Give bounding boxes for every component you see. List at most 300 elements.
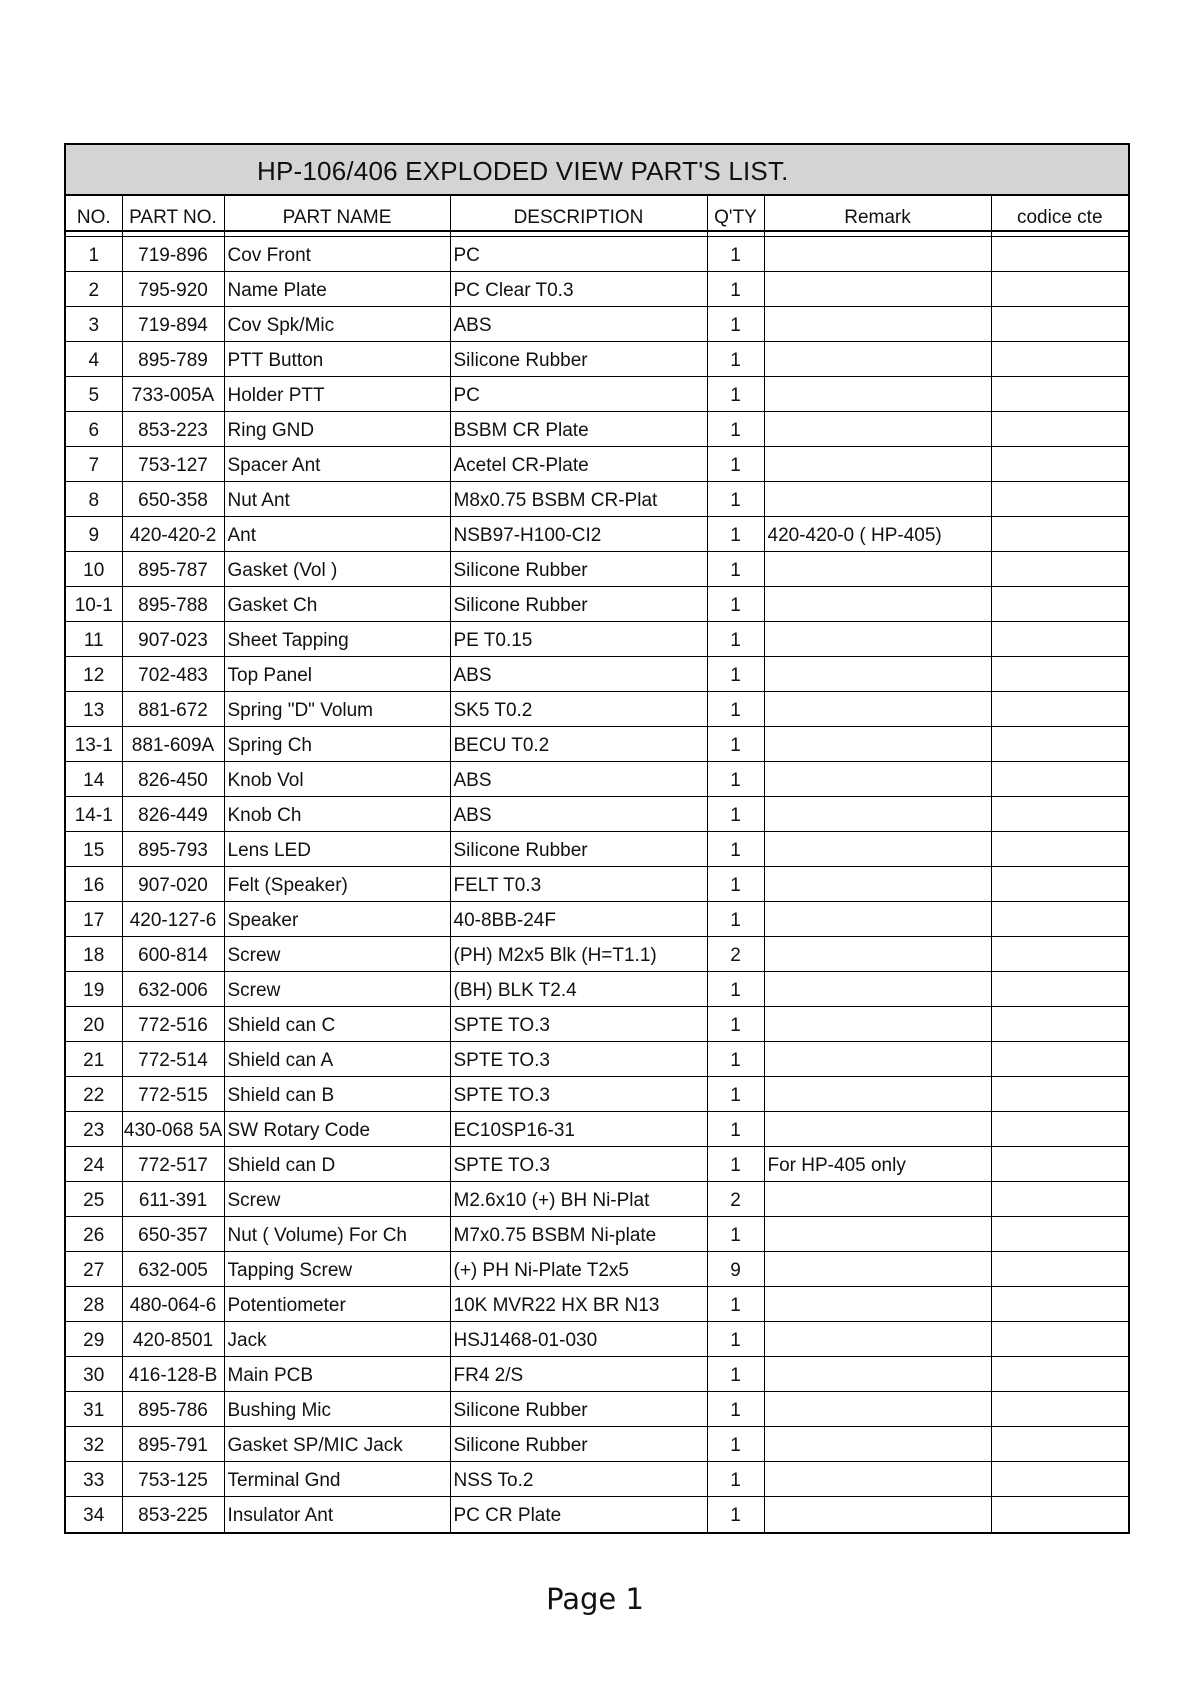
- cell-part-no: 416-128-B: [122, 1357, 224, 1392]
- cell-description: Silicone Rubber: [450, 1392, 707, 1427]
- cell-no: 34: [66, 1497, 122, 1532]
- cell-part-no: 826-449: [122, 797, 224, 832]
- table-row: [66, 307, 1128, 342]
- cell-part-name: Main PCB: [224, 1357, 450, 1392]
- cell-part-no: 719-896: [122, 237, 224, 272]
- cell-part-name: Shield can B: [224, 1077, 450, 1112]
- cell-part-name: Name Plate: [224, 272, 450, 307]
- cell-part-name: Jack: [224, 1322, 450, 1357]
- cell-part-name: Nut Ant: [224, 482, 450, 517]
- cell-part-name: Nut ( Volume) For Ch: [224, 1217, 450, 1252]
- cell-part-name: Screw: [224, 1182, 450, 1217]
- cell-part-name: Potentiometer: [224, 1287, 450, 1322]
- cell-no: 2: [66, 272, 122, 307]
- cell-description: Silicone Rubber: [450, 587, 707, 622]
- cell-qty: 1: [707, 622, 764, 657]
- cell-remark: [764, 1112, 991, 1147]
- cell-codice: [991, 1462, 1128, 1497]
- table-row: [66, 1287, 1128, 1322]
- cell-description: SPTE TO.3: [450, 1077, 707, 1112]
- cell-description: SPTE TO.3: [450, 1007, 707, 1042]
- cell-no: 6: [66, 412, 122, 447]
- header-codice: codice cte: [991, 196, 1128, 231]
- parts-table: [66, 196, 1128, 1532]
- cell-codice: [991, 587, 1128, 622]
- cell-codice: [991, 657, 1128, 692]
- table-row: [66, 1042, 1128, 1077]
- cell-part-no: 480-064-6: [122, 1287, 224, 1322]
- cell-part-name: Knob Vol: [224, 762, 450, 797]
- cell-qty: 1: [707, 237, 764, 272]
- cell-no: 32: [66, 1427, 122, 1462]
- table-row: [66, 552, 1128, 587]
- cell-codice: [991, 1007, 1128, 1042]
- cell-remark: [764, 867, 991, 902]
- cell-no: 14-1: [66, 797, 122, 832]
- cell-part-no: 772-514: [122, 1042, 224, 1077]
- cell-qty: 1: [707, 342, 764, 377]
- cell-remark: [764, 237, 991, 272]
- cell-description: FR4 2/S: [450, 1357, 707, 1392]
- cell-qty: 2: [707, 1182, 764, 1217]
- cell-qty: 1: [707, 832, 764, 867]
- cell-part-no: 753-125: [122, 1462, 224, 1497]
- table-row: [66, 972, 1128, 1007]
- cell-part-name: Spring "D" Volum: [224, 692, 450, 727]
- cell-remark: [764, 1217, 991, 1252]
- cell-description: SPTE TO.3: [450, 1042, 707, 1077]
- table-row: [66, 762, 1128, 797]
- cell-qty: 1: [707, 447, 764, 482]
- cell-codice: [991, 1287, 1128, 1322]
- cell-part-no: 881-672: [122, 692, 224, 727]
- cell-description: NSS To.2: [450, 1462, 707, 1497]
- cell-qty: 1: [707, 762, 764, 797]
- cell-codice: [991, 447, 1128, 482]
- cell-part-name: Insulator Ant: [224, 1497, 450, 1532]
- cell-remark: [764, 622, 991, 657]
- cell-part-no: 611-391: [122, 1182, 224, 1217]
- cell-part-name: Tapping Screw: [224, 1252, 450, 1287]
- cell-description: 10K MVR22 HX BR N13: [450, 1287, 707, 1322]
- cell-no: 13: [66, 692, 122, 727]
- cell-qty: 1: [707, 797, 764, 832]
- cell-part-no: 772-517: [122, 1147, 224, 1182]
- cell-part-no: 420-420-2: [122, 517, 224, 552]
- cell-qty: 1: [707, 1147, 764, 1182]
- cell-no: 4: [66, 342, 122, 377]
- cell-description: (+) PH Ni-Plate T2x5: [450, 1252, 707, 1287]
- cell-qty: 1: [707, 657, 764, 692]
- cell-remark: [764, 1322, 991, 1357]
- cell-part-name: Gasket Ch: [224, 587, 450, 622]
- cell-codice: [991, 1357, 1128, 1392]
- header-qty: Q'TY: [707, 196, 764, 231]
- cell-no: 18: [66, 937, 122, 972]
- cell-part-no: 702-483: [122, 657, 224, 692]
- cell-remark: [764, 552, 991, 587]
- cell-codice: [991, 482, 1128, 517]
- cell-part-name: Shield can C: [224, 1007, 450, 1042]
- cell-description: PC CR Plate: [450, 1497, 707, 1532]
- cell-part-name: Gasket SP/MIC Jack: [224, 1427, 450, 1462]
- cell-part-name: Ant: [224, 517, 450, 552]
- cell-remark: [764, 902, 991, 937]
- cell-codice: [991, 412, 1128, 447]
- cell-no: 1: [66, 237, 122, 272]
- cell-qty: 1: [707, 412, 764, 447]
- cell-no: 33: [66, 1462, 122, 1497]
- cell-qty: 1: [707, 867, 764, 902]
- table-row: [66, 1392, 1128, 1427]
- table-row: [66, 622, 1128, 657]
- cell-description: M8x0.75 BSBM CR-Plat: [450, 482, 707, 517]
- table-row: [66, 832, 1128, 867]
- table-row: [66, 1007, 1128, 1042]
- cell-part-no: 895-793: [122, 832, 224, 867]
- cell-codice: [991, 1497, 1128, 1532]
- cell-part-name: Cov Spk/Mic: [224, 307, 450, 342]
- cell-codice: [991, 692, 1128, 727]
- cell-qty: 1: [707, 377, 764, 412]
- cell-no: 7: [66, 447, 122, 482]
- cell-no: 30: [66, 1357, 122, 1392]
- table-row: [66, 1427, 1128, 1462]
- cell-description: Silicone Rubber: [450, 832, 707, 867]
- cell-no: 20: [66, 1007, 122, 1042]
- table-row: [66, 902, 1128, 937]
- cell-part-name: Spring Ch: [224, 727, 450, 762]
- cell-part-no: 895-787: [122, 552, 224, 587]
- cell-description: PC: [450, 377, 707, 412]
- table-row: [66, 342, 1128, 377]
- cell-part-name: Spacer Ant: [224, 447, 450, 482]
- cell-description: BSBM CR Plate: [450, 412, 707, 447]
- table-row: [66, 1357, 1128, 1392]
- cell-codice: [991, 342, 1128, 377]
- cell-part-no: 895-788: [122, 587, 224, 622]
- header-remark: Remark: [764, 196, 991, 231]
- document-title: HP-106/406 EXPLODED VIEW PART'S LIST.: [257, 156, 789, 186]
- cell-codice: [991, 832, 1128, 867]
- cell-qty: 1: [707, 1077, 764, 1112]
- cell-description: M2.6x10 (+) BH Ni-Plat: [450, 1182, 707, 1217]
- table-row: [66, 1497, 1128, 1532]
- table-row: [66, 937, 1128, 972]
- cell-codice: [991, 307, 1128, 342]
- cell-codice: [991, 1217, 1128, 1252]
- cell-no: 14: [66, 762, 122, 797]
- cell-part-name: Cov Front: [224, 237, 450, 272]
- table-row: [66, 1112, 1128, 1147]
- cell-qty: 1: [707, 482, 764, 517]
- cell-part-name: Bushing Mic: [224, 1392, 450, 1427]
- cell-part-no: 650-357: [122, 1217, 224, 1252]
- cell-qty: 1: [707, 1357, 764, 1392]
- cell-codice: [991, 972, 1128, 1007]
- cell-remark: [764, 1357, 991, 1392]
- cell-part-no: 895-791: [122, 1427, 224, 1462]
- cell-part-name: Gasket (Vol ): [224, 552, 450, 587]
- cell-qty: 1: [707, 1462, 764, 1497]
- cell-codice: [991, 1182, 1128, 1217]
- cell-qty: 1: [707, 972, 764, 1007]
- cell-remark: [764, 972, 991, 1007]
- cell-codice: [991, 727, 1128, 762]
- table-row: [66, 692, 1128, 727]
- cell-codice: [991, 1077, 1128, 1112]
- cell-remark: [764, 587, 991, 622]
- cell-part-no: 632-006: [122, 972, 224, 1007]
- cell-remark: [764, 1007, 991, 1042]
- cell-remark: [764, 1182, 991, 1217]
- cell-no: 22: [66, 1077, 122, 1112]
- cell-qty: 1: [707, 1427, 764, 1462]
- cell-remark: [764, 657, 991, 692]
- cell-part-no: 853-225: [122, 1497, 224, 1532]
- cell-part-no: 826-450: [122, 762, 224, 797]
- cell-description: ABS: [450, 762, 707, 797]
- table-row: [66, 377, 1128, 412]
- cell-remark: [764, 272, 991, 307]
- cell-remark: [764, 797, 991, 832]
- table-row: [66, 587, 1128, 622]
- cell-remark: [764, 412, 991, 447]
- cell-part-no: 907-020: [122, 867, 224, 902]
- cell-description: Silicone Rubber: [450, 552, 707, 587]
- cell-part-no: 772-515: [122, 1077, 224, 1112]
- cell-codice: [991, 867, 1128, 902]
- table-row: [66, 1147, 1128, 1182]
- cell-part-no: 895-786: [122, 1392, 224, 1427]
- cell-description: (PH) M2x5 Blk (H=T1.1): [450, 937, 707, 972]
- cell-part-name: Knob Ch: [224, 797, 450, 832]
- cell-part-name: SW Rotary Code: [224, 1112, 450, 1147]
- cell-description: ABS: [450, 307, 707, 342]
- cell-no: 31: [66, 1392, 122, 1427]
- cell-codice: [991, 1322, 1128, 1357]
- header-part-no: PART NO.: [122, 196, 224, 231]
- cell-remark: [764, 1462, 991, 1497]
- cell-qty: 1: [707, 1322, 764, 1357]
- cell-remark: [764, 1252, 991, 1287]
- cell-qty: 1: [707, 517, 764, 552]
- cell-qty: 1: [707, 727, 764, 762]
- cell-part-name: Shield can D: [224, 1147, 450, 1182]
- cell-remark: [764, 1392, 991, 1427]
- cell-no: 21: [66, 1042, 122, 1077]
- cell-no: 24: [66, 1147, 122, 1182]
- cell-codice: [991, 937, 1128, 972]
- cell-no: 29: [66, 1322, 122, 1357]
- cell-part-name: Screw: [224, 937, 450, 972]
- cell-part-no: 795-920: [122, 272, 224, 307]
- cell-description: PC: [450, 237, 707, 272]
- cell-codice: [991, 902, 1128, 937]
- table-row: [66, 1252, 1128, 1287]
- cell-no: 13-1: [66, 727, 122, 762]
- cell-part-no: 907-023: [122, 622, 224, 657]
- cell-remark: [764, 342, 991, 377]
- cell-codice: [991, 622, 1128, 657]
- parts-list-sheet: [64, 143, 1130, 1534]
- cell-codice: [991, 1147, 1128, 1182]
- cell-qty: 1: [707, 1392, 764, 1427]
- cell-remark: [764, 307, 991, 342]
- cell-part-name: Shield can A: [224, 1042, 450, 1077]
- cell-part-no: 430-068 5A: [122, 1112, 224, 1147]
- cell-qty: 1: [707, 1497, 764, 1532]
- cell-part-name: Sheet Tapping: [224, 622, 450, 657]
- cell-description: ABS: [450, 657, 707, 692]
- title-bar: [66, 145, 1128, 196]
- cell-remark: [764, 1497, 991, 1532]
- cell-description: FELT T0.3: [450, 867, 707, 902]
- cell-no: 11: [66, 622, 122, 657]
- cell-remark: [764, 727, 991, 762]
- cell-codice: [991, 797, 1128, 832]
- cell-remark: [764, 1287, 991, 1322]
- table-row: [66, 237, 1128, 272]
- cell-part-name: PTT Button: [224, 342, 450, 377]
- cell-codice: [991, 1427, 1128, 1462]
- cell-qty: 1: [707, 552, 764, 587]
- cell-no: 10: [66, 552, 122, 587]
- cell-codice: [991, 1392, 1128, 1427]
- cell-qty: 1: [707, 307, 764, 342]
- cell-qty: 1: [707, 1112, 764, 1147]
- cell-remark: [764, 482, 991, 517]
- table-row: [66, 1322, 1128, 1357]
- cell-part-no: 772-516: [122, 1007, 224, 1042]
- cell-part-no: 753-127: [122, 447, 224, 482]
- cell-codice: [991, 1252, 1128, 1287]
- table-row: [66, 1217, 1128, 1252]
- cell-no: 15: [66, 832, 122, 867]
- cell-part-name: Felt (Speaker): [224, 867, 450, 902]
- cell-part-name: Top Panel: [224, 657, 450, 692]
- cell-no: 17: [66, 902, 122, 937]
- cell-description: NSB97-H100-CI2: [450, 517, 707, 552]
- cell-description: Silicone Rubber: [450, 1427, 707, 1462]
- cell-part-name: Screw: [224, 972, 450, 1007]
- cell-codice: [991, 237, 1128, 272]
- cell-no: 10-1: [66, 587, 122, 622]
- cell-part-no: 420-8501: [122, 1322, 224, 1357]
- header-part-name: PART NAME: [224, 196, 450, 231]
- cell-part-no: 600-814: [122, 937, 224, 972]
- page-number: Page 1: [546, 1582, 644, 1616]
- cell-part-no: 853-223: [122, 412, 224, 447]
- cell-qty: 2: [707, 937, 764, 972]
- cell-part-no: 650-358: [122, 482, 224, 517]
- cell-no: 23: [66, 1112, 122, 1147]
- cell-no: 28: [66, 1287, 122, 1322]
- cell-description: Acetel CR-Plate: [450, 447, 707, 482]
- cell-description: (BH) BLK T2.4: [450, 972, 707, 1007]
- cell-no: 27: [66, 1252, 122, 1287]
- cell-description: BECU T0.2: [450, 727, 707, 762]
- table-row: [66, 517, 1128, 552]
- table-row: [66, 1182, 1128, 1217]
- cell-remark: [764, 377, 991, 412]
- cell-description: SK5 T0.2: [450, 692, 707, 727]
- cell-codice: [991, 377, 1128, 412]
- table-row: [66, 482, 1128, 517]
- table-row: [66, 412, 1128, 447]
- cell-qty: 9: [707, 1252, 764, 1287]
- cell-description: Silicone Rubber: [450, 342, 707, 377]
- cell-remark: [764, 832, 991, 867]
- cell-remark: [764, 447, 991, 482]
- cell-description: EC10SP16-31: [450, 1112, 707, 1147]
- cell-remark: 420-420-0 ( HP-405): [764, 517, 991, 552]
- cell-no: 16: [66, 867, 122, 902]
- cell-part-name: Ring GND: [224, 412, 450, 447]
- cell-qty: 1: [707, 902, 764, 937]
- cell-part-no: 733-005A: [122, 377, 224, 412]
- table-row: [66, 447, 1128, 482]
- cell-part-no: 881-609A: [122, 727, 224, 762]
- table-row: [66, 797, 1128, 832]
- cell-no: 9: [66, 517, 122, 552]
- table-row: [66, 1077, 1128, 1112]
- cell-description: 40-8BB-24F: [450, 902, 707, 937]
- cell-no: 26: [66, 1217, 122, 1252]
- header-no: NO.: [66, 196, 122, 231]
- cell-codice: [991, 272, 1128, 307]
- cell-no: 25: [66, 1182, 122, 1217]
- cell-description: PC Clear T0.3: [450, 272, 707, 307]
- cell-description: HSJ1468-01-030: [450, 1322, 707, 1357]
- cell-no: 5: [66, 377, 122, 412]
- cell-qty: 1: [707, 1007, 764, 1042]
- cell-remark: [764, 1042, 991, 1077]
- cell-part-name: Speaker: [224, 902, 450, 937]
- cell-codice: [991, 517, 1128, 552]
- cell-no: 3: [66, 307, 122, 342]
- cell-no: 19: [66, 972, 122, 1007]
- cell-codice: [991, 1042, 1128, 1077]
- cell-no: 8: [66, 482, 122, 517]
- cell-remark: [764, 762, 991, 797]
- cell-remark: [764, 1427, 991, 1462]
- cell-description: SPTE TO.3: [450, 1147, 707, 1182]
- cell-qty: 1: [707, 587, 764, 622]
- cell-qty: 1: [707, 1287, 764, 1322]
- cell-qty: 1: [707, 692, 764, 727]
- cell-description: M7x0.75 BSBM Ni-plate: [450, 1217, 707, 1252]
- cell-part-name: Lens LED: [224, 832, 450, 867]
- cell-codice: [991, 1112, 1128, 1147]
- header-row: [66, 196, 1128, 231]
- cell-description: PE T0.15: [450, 622, 707, 657]
- cell-qty: 1: [707, 1217, 764, 1252]
- cell-part-no: 632-005: [122, 1252, 224, 1287]
- table-row: [66, 867, 1128, 902]
- cell-no: 12: [66, 657, 122, 692]
- header-description: DESCRIPTION: [450, 196, 707, 231]
- table-row: [66, 727, 1128, 762]
- cell-qty: 1: [707, 1042, 764, 1077]
- cell-remark: [764, 1077, 991, 1112]
- table-row: [66, 1462, 1128, 1497]
- cell-remark: For HP-405 only: [764, 1147, 991, 1182]
- cell-codice: [991, 762, 1128, 797]
- cell-remark: [764, 937, 991, 972]
- table-row: [66, 657, 1128, 692]
- cell-remark: [764, 692, 991, 727]
